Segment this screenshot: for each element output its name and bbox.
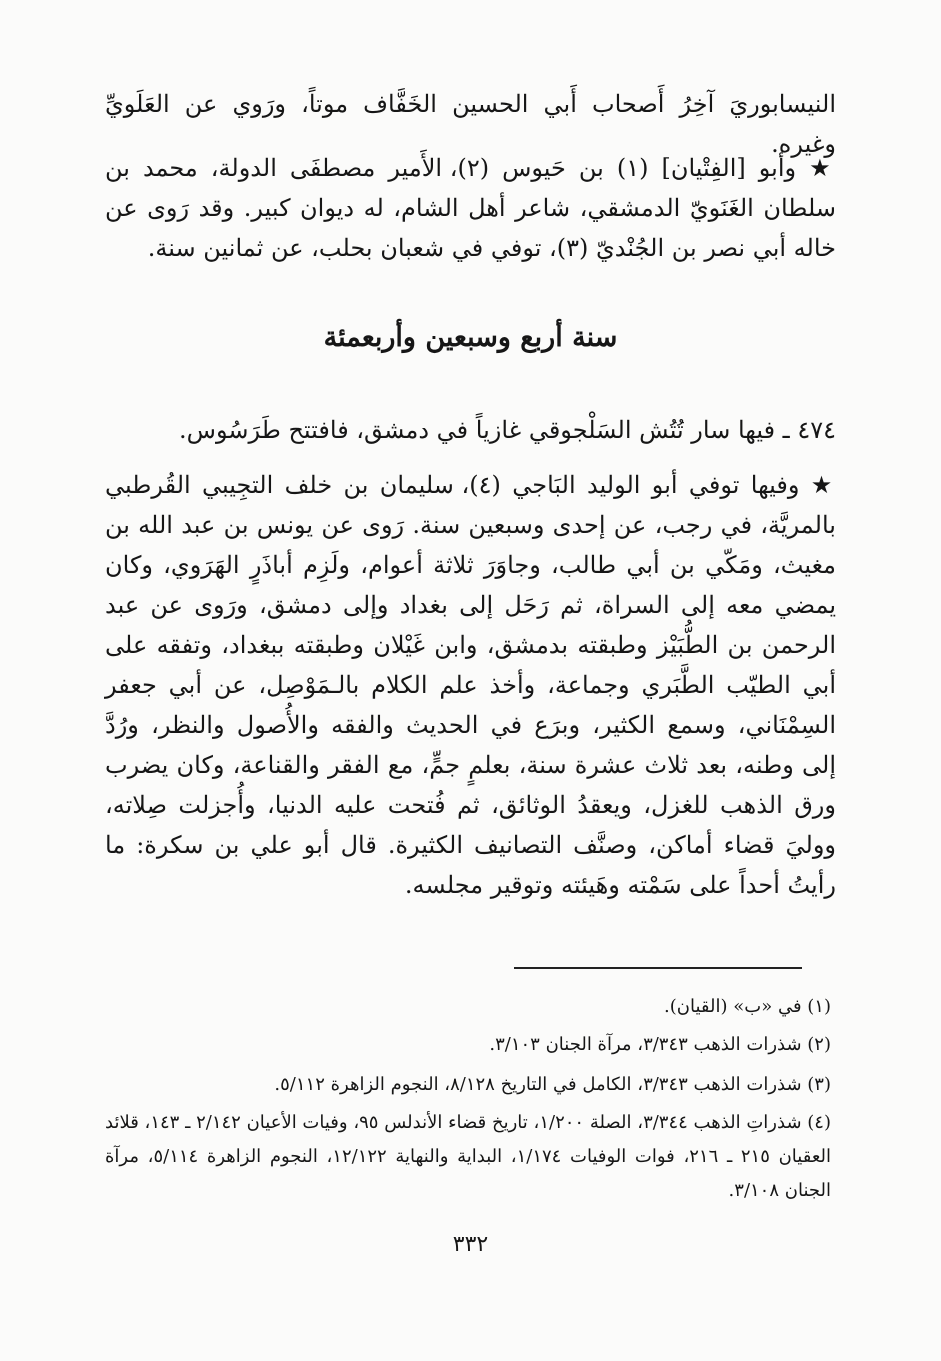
- paragraph-3: ٤٧٤ ـ فيها سار تُتُش السَلْجوقي غازياً في دمشق، فافتتح طَرَسُوس.: [179, 416, 836, 444]
- section-heading: سنة أربع وسبعين وأربعمئة: [323, 322, 618, 353]
- paragraph-1: النيسابوريَ آخِرُ أَصحاب أَبي الحسين الخَفَّاف موتاً، ورَوي عن العَلَويِّ وغيره.: [105, 90, 836, 158]
- paragraph-4: ★ وفيها توفي أبو الوليد البَاجي (٤)، سليمان بن خلف التجِيبي القُرطبي بالمريَّة، في رجب، عن إحدى وسبعين سنة. رَوى عن يونس بن عبد الله بن مغيث، ومَكّي بن أبي طالب، وجاوَرَ ثلاثة أعوام، ولَزِم أباذَرٍ الهَرَوي، وكان يمضي معه إلى السراة، ثم رَحَل إلى بغداد وإلى دمشق، ورَوى عن عبد الرحمن بن الطُّبَيْز وطبقته بدمشق، وابن غَيْلان وطبقته ببغداد، وتفقه على أبي الطيّب الطَّبَري وجماعة، وأخذ علم الكلام بالـمَوْصِل، عن أبي جعفر السِمْنَاني، وسمع الكثير، وبرَع في الحديث والفقه والأُصول والنظر، ورُدَّ إلى وطنه، بعد ثلاث عشرة سنة، بعلمٍ جمٍّ، مع الفقر والقناعة، وكان يضرب ورق الذهب للغزل، ويعقدُ الوثائق، ثم فُتحت عليه الدنيا، وأُجزلت صِلاته، ووليَ قضاء أماكن، وصنَّف التصانيف الكثيرة. قال أبو علي بن سكرة: ما رأيتُ أحداً على سَمْته وهَيئته وتوقير مجلسه.: [105, 471, 837, 899]
- footnote-4: (٤) شذراتِ الذهب ٣/٣٤٤، الصلة ١/٢٠٠، تاريخ قضاء الأندلس ٩٥، وفيات الأعيان ٢/١٤٢ ـ ١٤٣، قلائد العقيان ٢١٥ ـ ٢١٦، فوات الوفيات ١/١٧٤، البداية والنهاية ١٢/١٢٢، النجوم الزاهرة ٥/١١٤، مرآة الجنان ٣/١٠٨.: [105, 1112, 831, 1201]
- footnote-divider: [514, 967, 802, 969]
- footnote-2: (٢) شذرات الذهب ٣/٣٤٣، مرآة الجنان ٣/١٠٣.: [489, 1034, 831, 1055]
- page-number: ٣٣٢: [452, 1232, 489, 1257]
- paragraph-2: ★ وأبو [الفِتْيان] (١) بن حَيوس (٢)، الأَمير مصطفَى الدولة، محمد بن سلطان الغَنَويّ الدمشقي، شاعر أهل الشام، له ديوان كبير. وقد رَوى عن خاله أبي نصر بن الجُنْديّ (٣)، توفي في شعبان بحلب، عن ثمانين سنة.: [105, 154, 837, 262]
- footnote-3: (٣) شذرات الذهب ٣/٣٤٣، الكامل في التاريخ ٨/١٢٨، النجوم الزاهرة ٥/١١٢.: [274, 1074, 831, 1095]
- footnote-1: (١) في «ب» (القيان).: [664, 996, 831, 1017]
